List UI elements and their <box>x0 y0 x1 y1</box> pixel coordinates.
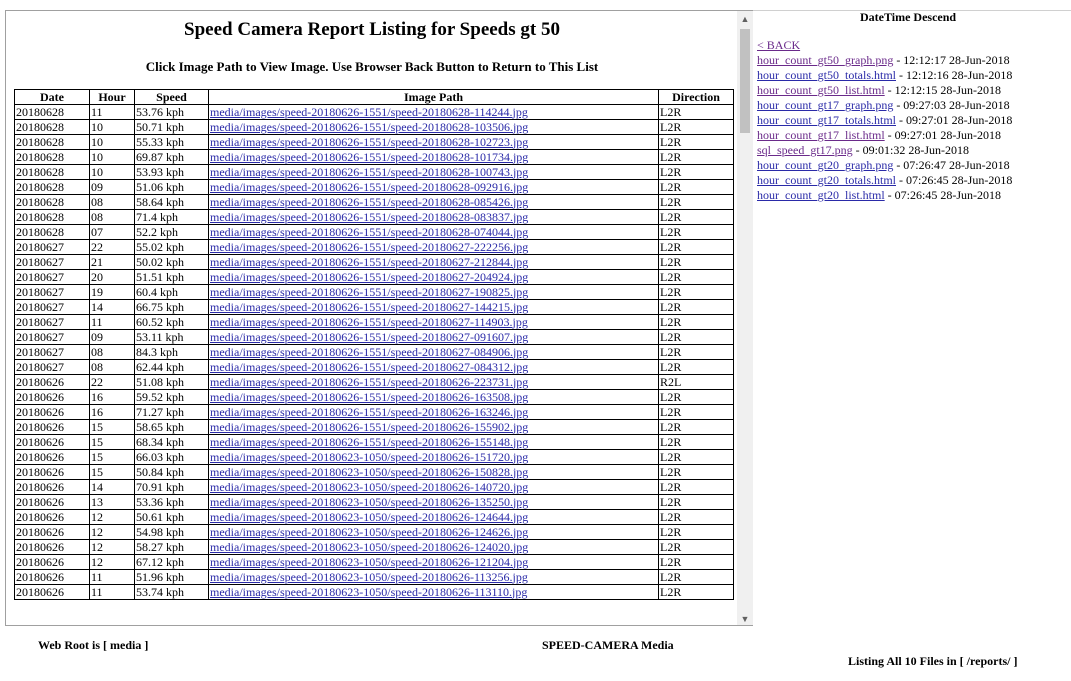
cell-direction: L2R <box>659 570 734 585</box>
cell-image-path <box>209 180 659 195</box>
file-timestamp: - 12:12:15 28-Jun-2018 <box>884 83 1001 97</box>
table-row <box>15 180 734 195</box>
cell-date: 20180627 <box>15 330 90 345</box>
cell-date: 20180626 <box>15 585 90 600</box>
cell-image-path <box>209 270 659 285</box>
image-path-link[interactable]: media/images/speed-20180623-1050/speed-20180626-151720.jpg <box>210 449 529 464</box>
file-link[interactable]: hour_count_gt50_list.html <box>757 83 885 97</box>
column-header-speed: Speed <box>135 90 209 105</box>
table-row <box>15 150 734 165</box>
column-header-direction: Direction <box>659 90 734 105</box>
cell-date: 20180627 <box>15 270 90 285</box>
table-row <box>15 450 734 465</box>
cell-image-path <box>209 225 659 240</box>
cell-speed: 84.3 kph <box>135 345 209 360</box>
file-timestamp: - 09:27:03 28-Jun-2018 <box>893 98 1010 112</box>
table-row <box>15 465 734 480</box>
file-timestamp: - 12:12:17 28-Jun-2018 <box>893 53 1010 67</box>
image-path-link[interactable]: media/images/speed-20180623-1050/speed-20180626-124020.jpg <box>210 539 529 554</box>
cell-date: 20180628 <box>15 165 90 180</box>
image-path-link[interactable]: media/images/speed-20180626-1551/speed-20180628-114244.jpg <box>210 104 528 119</box>
cell-date: 20180627 <box>15 255 90 270</box>
cell-image-path <box>209 300 659 315</box>
cell-image-path <box>209 390 659 405</box>
cell-hour: 15 <box>90 450 135 465</box>
cell-image-path <box>209 165 659 180</box>
cell-hour: 20 <box>90 270 135 285</box>
back-link-row <box>757 38 1012 53</box>
cell-direction: L2R <box>659 360 734 375</box>
table-row <box>15 405 734 420</box>
cell-direction: L2R <box>659 285 734 300</box>
cell-direction: L2R <box>659 150 734 165</box>
cell-date: 20180628 <box>15 210 90 225</box>
cell-direction: L2R <box>659 390 734 405</box>
file-timestamp: - 07:26:45 28-Jun-2018 <box>896 173 1013 187</box>
cell-date: 20180627 <box>15 285 90 300</box>
image-path-link[interactable]: media/images/speed-20180623-1050/speed-20180626-124626.jpg <box>210 524 529 539</box>
cell-hour: 14 <box>90 300 135 315</box>
cell-image-path <box>209 210 659 225</box>
cell-image-path <box>209 105 659 120</box>
triangle-down-icon[interactable]: ▼ <box>740 614 750 624</box>
image-path-link[interactable]: media/images/speed-20180626-1551/speed-20180626-155902.jpg <box>210 419 529 434</box>
image-path-link[interactable]: media/images/speed-20180626-1551/speed-20180628-083837.jpg <box>210 209 529 224</box>
image-path-link[interactable]: media/images/speed-20180626-1551/speed-20180627-204924.jpg <box>210 269 529 284</box>
cell-hour: 11 <box>90 315 135 330</box>
table-row <box>15 420 734 435</box>
image-path-link[interactable]: media/images/speed-20180623-1050/speed-20180626-140720.jpg <box>210 479 529 494</box>
cell-date: 20180626 <box>15 435 90 450</box>
app-name-label: SPEED-CAMERA Media <box>542 638 674 652</box>
cell-speed: 68.34 kph <box>135 435 209 450</box>
cell-hour: 11 <box>90 585 135 600</box>
file-link[interactable]: sql_speed_gt17.png <box>757 143 853 157</box>
cell-date: 20180628 <box>15 150 90 165</box>
image-path-link[interactable]: media/images/speed-20180626-1551/speed-20180627-144215.jpg <box>210 299 529 314</box>
file-link[interactable]: hour_count_gt20_graph.png <box>757 158 894 172</box>
cell-image-path <box>209 435 659 450</box>
image-path-link[interactable]: media/images/speed-20180626-1551/speed-20180628-102723.jpg <box>210 134 529 149</box>
cell-direction: L2R <box>659 180 734 195</box>
image-path-link[interactable]: media/images/speed-20180626-1551/speed-20180626-163246.jpg <box>210 404 529 419</box>
cell-speed: 58.65 kph <box>135 420 209 435</box>
cell-hour: 11 <box>90 105 135 120</box>
file-list-item <box>757 173 1012 188</box>
cell-direction: L2R <box>659 495 734 510</box>
cell-date: 20180627 <box>15 360 90 375</box>
cell-speed: 51.96 kph <box>135 570 209 585</box>
image-path-link[interactable]: media/images/speed-20180626-1551/speed-20180628-101734.jpg <box>210 149 529 164</box>
cell-speed: 53.36 kph <box>135 495 209 510</box>
image-path-link[interactable]: media/images/speed-20180626-1551/speed-20180627-114903.jpg <box>210 314 528 329</box>
file-list-item <box>757 113 1012 128</box>
cell-hour: 22 <box>90 240 135 255</box>
cell-direction: L2R <box>659 465 734 480</box>
cell-hour: 16 <box>90 405 135 420</box>
cell-hour: 10 <box>90 150 135 165</box>
sidebar-heading: DateTime Descend <box>860 10 957 24</box>
cell-speed: 54.98 kph <box>135 525 209 540</box>
cell-image-path <box>209 135 659 150</box>
cell-image-path <box>209 345 659 360</box>
image-path-link[interactable]: media/images/speed-20180623-1050/speed-20180626-113256.jpg <box>210 569 528 584</box>
image-path-link[interactable]: media/images/speed-20180623-1050/speed-20180626-135250.jpg <box>210 494 529 509</box>
cell-hour: 09 <box>90 330 135 345</box>
cell-image-path <box>209 330 659 345</box>
image-path-link[interactable]: media/images/speed-20180626-1551/speed-20180628-074044.jpg <box>210 224 529 239</box>
report-frame <box>5 10 753 626</box>
cell-speed: 58.64 kph <box>135 195 209 210</box>
cell-date: 20180626 <box>15 420 90 435</box>
cell-direction: L2R <box>659 315 734 330</box>
cell-hour: 12 <box>90 540 135 555</box>
table-row <box>15 330 734 345</box>
cell-image-path <box>209 120 659 135</box>
table-row <box>15 285 734 300</box>
cell-direction: L2R <box>659 255 734 270</box>
cell-date: 20180626 <box>15 525 90 540</box>
table-row <box>15 195 734 210</box>
cell-direction: L2R <box>659 540 734 555</box>
file-link[interactable]: hour_count_gt17_graph.png <box>757 98 894 112</box>
cell-speed: 50.84 kph <box>135 465 209 480</box>
image-path-link[interactable]: media/images/speed-20180623-1050/speed-20180626-113110.jpg <box>210 584 528 599</box>
file-link[interactable]: hour_count_gt17_list.html <box>757 128 885 142</box>
report-content <box>6 11 738 626</box>
image-path-link[interactable]: media/images/speed-20180626-1551/speed-20180628-085426.jpg <box>210 194 529 209</box>
file-list-item <box>757 128 1012 143</box>
cell-speed: 60.52 kph <box>135 315 209 330</box>
cell-speed: 60.4 kph <box>135 285 209 300</box>
file-link[interactable]: hour_count_gt20_list.html <box>757 188 885 202</box>
cell-image-path <box>209 420 659 435</box>
table-row <box>15 135 734 150</box>
triangle-up-icon[interactable]: ▲ <box>740 14 750 24</box>
cell-date: 20180626 <box>15 480 90 495</box>
cell-speed: 51.08 kph <box>135 375 209 390</box>
cell-hour: 16 <box>90 390 135 405</box>
cell-speed: 53.11 kph <box>135 330 209 345</box>
cell-speed: 70.91 kph <box>135 480 209 495</box>
cell-date: 20180627 <box>15 315 90 330</box>
cell-hour: 12 <box>90 510 135 525</box>
table-row <box>15 525 734 540</box>
file-timestamp: - 07:26:47 28-Jun-2018 <box>893 158 1010 172</box>
cell-hour: 12 <box>90 555 135 570</box>
cell-date: 20180626 <box>15 375 90 390</box>
file-timestamp: - 12:12:16 28-Jun-2018 <box>896 68 1013 82</box>
cell-image-path <box>209 555 659 570</box>
cell-hour: 19 <box>90 285 135 300</box>
image-path-link[interactable]: media/images/speed-20180626-1551/speed-20180628-103506.jpg <box>210 119 529 134</box>
cell-direction: L2R <box>659 510 734 525</box>
cell-hour: 12 <box>90 525 135 540</box>
file-list-item <box>757 68 1012 83</box>
web-root-label: Web Root is [ media ] <box>38 638 149 652</box>
cell-date: 20180626 <box>15 540 90 555</box>
cell-direction: L2R <box>659 105 734 120</box>
cell-direction: R2L <box>659 375 734 390</box>
table-row <box>15 300 734 315</box>
cell-direction: L2R <box>659 345 734 360</box>
table-row <box>15 120 734 135</box>
cell-speed: 58.27 kph <box>135 540 209 555</box>
cell-hour: 21 <box>90 255 135 270</box>
table-row <box>15 105 734 120</box>
cell-date: 20180628 <box>15 195 90 210</box>
cell-direction: L2R <box>659 225 734 240</box>
scrollbar-thumb[interactable] <box>740 29 750 133</box>
table-row <box>15 225 734 240</box>
cell-date: 20180628 <box>15 135 90 150</box>
cell-direction: L2R <box>659 210 734 225</box>
cell-image-path <box>209 450 659 465</box>
cell-direction: L2R <box>659 555 734 570</box>
table-row <box>15 375 734 390</box>
file-timestamp: - 07:26:45 28-Jun-2018 <box>884 188 1001 202</box>
cell-speed: 53.74 kph <box>135 585 209 600</box>
cell-speed: 53.76 kph <box>135 105 209 120</box>
cell-image-path <box>209 525 659 540</box>
cell-speed: 67.12 kph <box>135 555 209 570</box>
cell-hour: 22 <box>90 375 135 390</box>
cell-hour: 08 <box>90 360 135 375</box>
cell-date: 20180626 <box>15 405 90 420</box>
cell-image-path <box>209 585 659 600</box>
table-row <box>15 270 734 285</box>
cell-speed: 66.75 kph <box>135 300 209 315</box>
table-row <box>15 570 734 585</box>
cell-direction: L2R <box>659 480 734 495</box>
cell-speed: 62.44 kph <box>135 360 209 375</box>
cell-hour: 09 <box>90 180 135 195</box>
cell-direction: L2R <box>659 450 734 465</box>
cell-image-path <box>209 465 659 480</box>
cell-speed: 55.33 kph <box>135 135 209 150</box>
table-body <box>15 105 734 600</box>
image-path-link[interactable]: media/images/speed-20180626-1551/speed-20180626-223731.jpg <box>210 374 529 389</box>
file-timestamp: - 09:01:32 28-Jun-2018 <box>852 143 969 157</box>
cell-date: 20180627 <box>15 300 90 315</box>
cell-image-path <box>209 405 659 420</box>
cell-hour: 15 <box>90 465 135 480</box>
table-header-row <box>15 90 734 105</box>
cell-speed: 59.52 kph <box>135 390 209 405</box>
cell-speed: 50.02 kph <box>135 255 209 270</box>
table-row <box>15 390 734 405</box>
table-row <box>15 555 734 570</box>
cell-image-path <box>209 540 659 555</box>
cell-hour: 10 <box>90 120 135 135</box>
cell-speed: 52.2 kph <box>135 225 209 240</box>
cell-direction: L2R <box>659 330 734 345</box>
cell-image-path <box>209 480 659 495</box>
cell-date: 20180626 <box>15 510 90 525</box>
cell-direction: L2R <box>659 240 734 255</box>
cell-speed: 51.06 kph <box>135 180 209 195</box>
report-table <box>14 89 734 600</box>
cell-speed: 51.51 kph <box>135 270 209 285</box>
column-header-hour: Hour <box>90 90 135 105</box>
cell-image-path <box>209 375 659 390</box>
cell-hour: 08 <box>90 345 135 360</box>
image-path-link[interactable]: media/images/speed-20180626-1551/speed-20180627-212844.jpg <box>210 254 529 269</box>
cell-speed: 66.03 kph <box>135 450 209 465</box>
file-list-item <box>757 158 1012 173</box>
image-path-link[interactable]: media/images/speed-20180626-1551/speed-20180626-155148.jpg <box>210 434 529 449</box>
cell-date: 20180628 <box>15 120 90 135</box>
page-subtitle: Click Image Path to View Image. Use Browser Back Button to Return to This List <box>145 59 599 74</box>
cell-image-path <box>209 195 659 210</box>
table-row <box>15 480 734 495</box>
image-path-link[interactable]: media/images/speed-20180626-1551/speed-20180627-084312.jpg <box>210 359 529 374</box>
cell-date: 20180628 <box>15 105 90 120</box>
cell-hour: 10 <box>90 135 135 150</box>
image-path-link[interactable]: media/images/speed-20180626-1551/speed-20180627-190825.jpg <box>210 284 529 299</box>
cell-direction: L2R <box>659 525 734 540</box>
table-row <box>15 510 734 525</box>
table-row <box>15 210 734 225</box>
cell-date: 20180627 <box>15 240 90 255</box>
table-row <box>15 240 734 255</box>
vertical-scrollbar[interactable] <box>737 11 753 626</box>
cell-speed: 69.87 kph <box>135 150 209 165</box>
file-link[interactable]: hour_count_gt50_totals.html <box>757 68 896 82</box>
image-path-link[interactable]: media/images/speed-20180626-1551/speed-20180628-100743.jpg <box>210 164 529 179</box>
listing-count-label: Listing All 10 Files in [ /reports/ ] <box>848 654 1018 668</box>
cell-direction: L2R <box>659 300 734 315</box>
cell-direction: L2R <box>659 585 734 600</box>
cell-date: 20180626 <box>15 570 90 585</box>
file-link[interactable]: hour_count_gt50_graph.png <box>757 53 894 67</box>
cell-hour: 15 <box>90 435 135 450</box>
table-row <box>15 360 734 375</box>
cell-hour: 11 <box>90 570 135 585</box>
cell-hour: 08 <box>90 210 135 225</box>
table-row <box>15 540 734 555</box>
cell-direction: L2R <box>659 195 734 210</box>
cell-direction: L2R <box>659 270 734 285</box>
file-link[interactable]: hour_count_gt17_totals.html <box>757 113 896 127</box>
image-path-link[interactable]: media/images/speed-20180623-1050/speed-20180626-121204.jpg <box>210 554 529 569</box>
file-list-item <box>757 98 1012 113</box>
cell-hour: 13 <box>90 495 135 510</box>
image-path-link[interactable]: media/images/speed-20180626-1551/speed-20180628-092916.jpg <box>210 179 529 194</box>
cell-speed: 71.27 kph <box>135 405 209 420</box>
table-row <box>15 495 734 510</box>
back-link[interactable]: < BACK <box>757 38 801 52</box>
file-list <box>757 38 1012 203</box>
cell-hour: 14 <box>90 480 135 495</box>
table-row <box>15 255 734 270</box>
cell-speed: 71.4 kph <box>135 210 209 225</box>
image-path-link[interactable]: media/images/speed-20180623-1050/speed-20180626-150828.jpg <box>210 464 529 479</box>
column-header-image-path: Image Path <box>209 90 659 105</box>
image-path-link[interactable]: media/images/speed-20180626-1551/speed-20180626-163508.jpg <box>210 389 529 404</box>
cell-image-path <box>209 495 659 510</box>
cell-image-path <box>209 315 659 330</box>
cell-image-path <box>209 285 659 300</box>
cell-image-path <box>209 360 659 375</box>
cell-date: 20180626 <box>15 495 90 510</box>
file-list-item <box>757 188 1012 203</box>
image-path-link[interactable]: media/images/speed-20180626-1551/speed-20180627-222256.jpg <box>210 239 529 254</box>
cell-date: 20180626 <box>15 555 90 570</box>
file-timestamp: - 09:27:01 28-Jun-2018 <box>896 113 1013 127</box>
cell-image-path <box>209 570 659 585</box>
cell-speed: 55.02 kph <box>135 240 209 255</box>
cell-hour: 15 <box>90 420 135 435</box>
cell-hour: 10 <box>90 165 135 180</box>
column-header-date: Date <box>15 90 90 105</box>
cell-date: 20180626 <box>15 450 90 465</box>
cell-speed: 53.93 kph <box>135 165 209 180</box>
cell-date: 20180626 <box>15 465 90 480</box>
cell-date: 20180628 <box>15 180 90 195</box>
image-path-link[interactable]: media/images/speed-20180626-1551/speed-20180627-084906.jpg <box>210 344 529 359</box>
table-row <box>15 165 734 180</box>
image-path-link[interactable]: media/images/speed-20180626-1551/speed-20180627-091607.jpg <box>210 329 529 344</box>
file-link[interactable]: hour_count_gt20_totals.html <box>757 173 896 187</box>
cell-speed: 50.71 kph <box>135 120 209 135</box>
cell-date: 20180628 <box>15 225 90 240</box>
cell-hour: 07 <box>90 225 135 240</box>
cell-direction: L2R <box>659 120 734 135</box>
table-row <box>15 345 734 360</box>
cell-date: 20180627 <box>15 345 90 360</box>
page-title: Speed Camera Report Listing for Speeds gt 50 <box>184 19 560 40</box>
table-row <box>15 585 734 600</box>
cell-hour: 08 <box>90 195 135 210</box>
file-list-item <box>757 83 1012 98</box>
file-timestamp: - 09:27:01 28-Jun-2018 <box>884 128 1001 142</box>
table-row <box>15 435 734 450</box>
cell-direction: L2R <box>659 405 734 420</box>
cell-direction: L2R <box>659 135 734 150</box>
image-path-link[interactable]: media/images/speed-20180623-1050/speed-20180626-124644.jpg <box>210 509 529 524</box>
table-row <box>15 315 734 330</box>
cell-image-path <box>209 150 659 165</box>
file-list-item <box>757 143 1012 158</box>
cell-image-path <box>209 240 659 255</box>
cell-date: 20180626 <box>15 390 90 405</box>
cell-direction: L2R <box>659 165 734 180</box>
file-list-item <box>757 53 1012 68</box>
cell-speed: 50.61 kph <box>135 510 209 525</box>
cell-direction: L2R <box>659 435 734 450</box>
cell-image-path <box>209 510 659 525</box>
cell-image-path <box>209 255 659 270</box>
cell-direction: L2R <box>659 420 734 435</box>
